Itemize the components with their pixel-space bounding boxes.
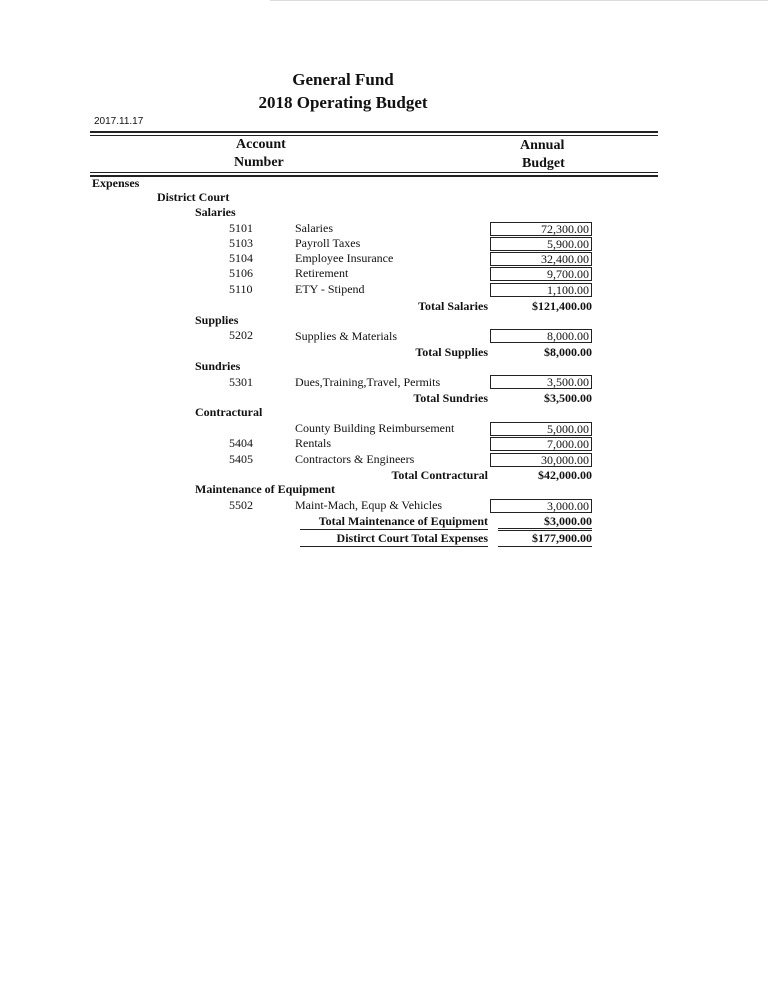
line-item-amount: 72,300.00	[490, 222, 592, 236]
court-amount-rule	[498, 546, 592, 547]
total-contractural-amount: $42,000.00	[538, 468, 592, 482]
line-item-description: Maint-Mach, Equp & Vehicles	[295, 498, 443, 512]
account-code: 5202	[229, 328, 253, 342]
account-code: 5104	[229, 251, 253, 265]
header-rule-top-thin	[90, 135, 658, 136]
total-supplies-amount: $8,000.00	[544, 345, 592, 359]
line-item-description: Employee Insurance	[295, 251, 394, 265]
account-code: 5502	[229, 498, 253, 512]
section-supplies: Supplies	[195, 313, 239, 327]
total-maintenance-amount: $3,000.00	[544, 514, 592, 528]
header-rule-top	[90, 131, 658, 133]
line-item-amount: 3,000.00	[490, 499, 592, 513]
section-district-court: District Court	[157, 190, 230, 204]
budget-header-line1: Annual	[520, 138, 565, 153]
account-code: 5106	[229, 266, 253, 280]
line-item-amount: 9,700.00	[490, 267, 592, 281]
account-code: 5405	[229, 452, 253, 466]
total-salaries-label: Total Salaries	[418, 299, 488, 313]
section-salaries: Salaries	[195, 205, 236, 219]
line-item-amount: 5,900.00	[490, 237, 592, 251]
total-maintenance-label: Total Maintenance of Equipment	[318, 514, 488, 528]
section-maintenance: Maintenance of Equipment	[195, 482, 336, 496]
account-code: 5103	[229, 236, 253, 250]
document-date: 2017.11.17	[94, 116, 144, 127]
account-code: 5404	[229, 436, 253, 450]
header-rule-bottom-thick	[90, 175, 658, 177]
total-sundries-label: Total Sundries	[413, 391, 488, 405]
line-item-amount: 3,500.00	[490, 375, 592, 389]
line-item-amount: 30,000.00	[490, 453, 592, 467]
court-total-label: Distirct Court Total Expenses	[336, 531, 488, 545]
total-supplies-label: Total Supplies	[415, 345, 488, 359]
court-total-rule	[300, 546, 488, 547]
header-rule-bottom	[90, 172, 658, 173]
section-contractural: Contractural	[195, 405, 263, 419]
account-code: 5110	[229, 282, 253, 296]
account-header-line2: Number	[234, 155, 284, 170]
section-expenses: Expenses	[92, 176, 140, 190]
total-salaries-amount: $121,400.00	[532, 299, 592, 313]
total-sundries-amount: $3,500.00	[544, 391, 592, 405]
line-item-description: Dues,Training,Travel, Permits	[295, 375, 441, 389]
line-item-amount: 1,100.00	[490, 283, 592, 297]
line-item-description: Rentals	[295, 436, 331, 450]
line-item-description: County Building Reimbursement	[295, 421, 455, 435]
budget-header-line2: Budget	[522, 156, 565, 171]
account-header-line1: Account	[236, 137, 286, 152]
line-item-description: ETY - Stipend	[295, 282, 365, 296]
account-code: 5101	[229, 221, 253, 235]
line-item-amount: 32,400.00	[490, 252, 592, 266]
line-item-description: Payroll Taxes	[295, 236, 361, 250]
page-title: General Fund	[292, 70, 394, 89]
line-item-description: Supplies & Materials	[295, 329, 397, 343]
page-subtitle: 2018 Operating Budget	[258, 93, 428, 112]
line-item-amount: 7,000.00	[490, 437, 592, 451]
line-item-description: Retirement	[295, 266, 349, 280]
line-item-amount: 8,000.00	[490, 329, 592, 343]
maintenance-total-rule	[300, 529, 488, 530]
account-code: 5301	[229, 375, 253, 389]
section-sundries: Sundries	[195, 359, 241, 373]
line-item-description: Salaries	[295, 221, 333, 235]
line-item-description: Contractors & Engineers	[295, 452, 415, 466]
line-item-amount: 5,000.00	[490, 422, 592, 436]
maintenance-amount-rule	[498, 528, 592, 529]
total-contractural-label: Total Contractural	[391, 468, 488, 482]
scan-edge-line	[270, 0, 768, 1]
court-total-amount: $177,900.00	[532, 531, 592, 545]
